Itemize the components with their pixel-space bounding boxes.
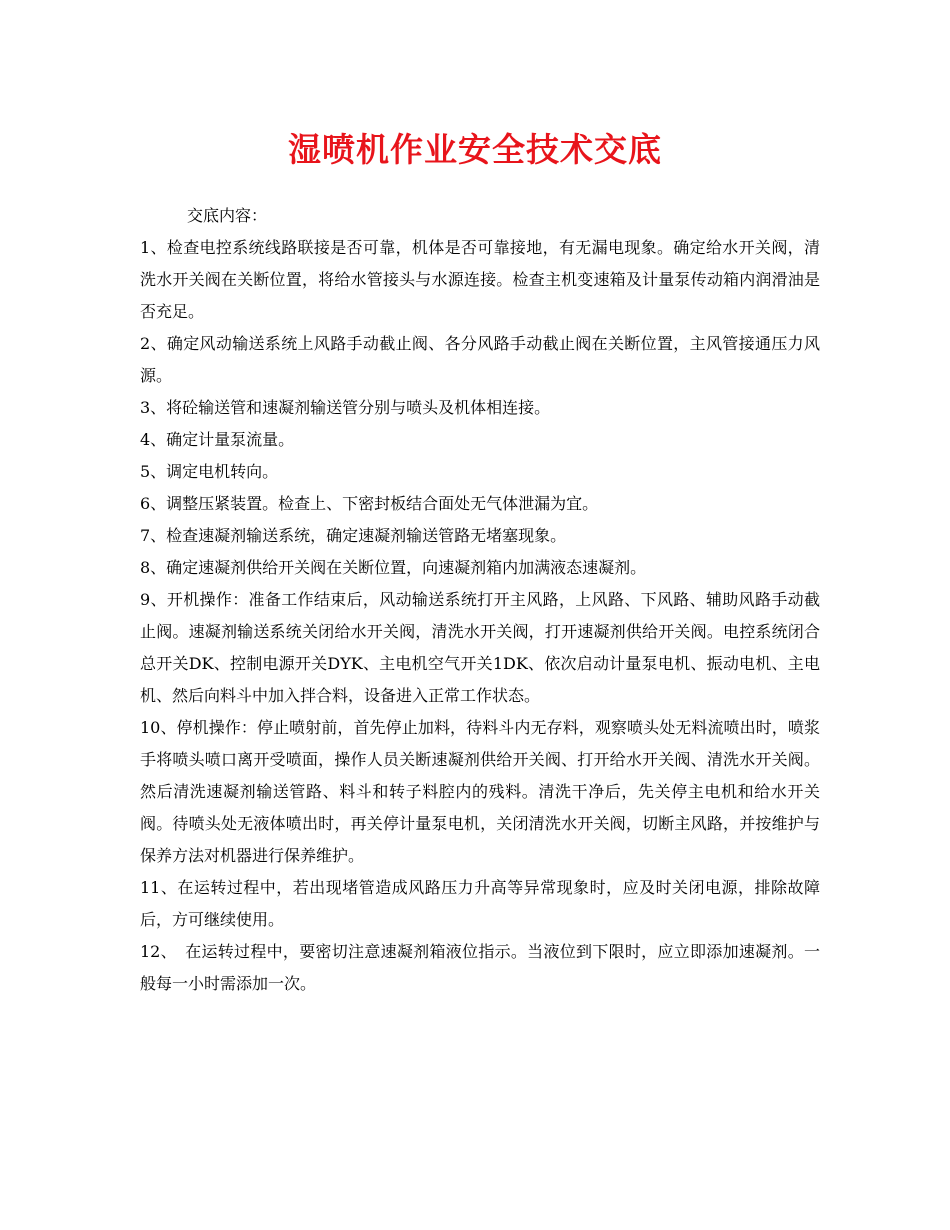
intro-label: 交底内容： [187, 206, 268, 225]
list-item: 6、调整压紧装置。检查上、下密封板结合面处无气体泄漏为宜。 [140, 494, 599, 513]
list-item: 11、在运转过程中，若出现堵管造成风路压力升高等异常现象时，应及时关闭电源，排除故障后，方可继续使用。 [140, 878, 820, 929]
list-item: 12、 在运转过程中，要密切注意速凝剂箱液位指示。当液位到下限时，应立即添加速凝剂。一般每一小时需添加一次。 [140, 942, 820, 993]
list-item: 3、将砼输送管和速凝剂输送管分别与喷头及机体相连接。 [140, 398, 551, 417]
list-item: 2、确定风动输送系统上风路手动截止阀、各分风路手动截止阀在关断位置，主风管接通压力风源。 [140, 334, 820, 385]
list-item: 9、开机操作：准备工作结束后，风动输送系统打开主风路，上风路、下风路、辅助风路手动截止阀。速凝剂输送系统关闭给水开关阀，清洗水开关阀，打开速凝剂供给开关阀。电控系统闭合总开关DK、控制电源开关DYK、主电机空气开关1DK、依次启动计量泵电机、振动电机、主电机、然后向料斗中加入拌合料，设备进入正常工作状态。 [140, 590, 820, 705]
list-item: 10、停机操作：停止喷射前，首先停止加料，待料斗内无存料，观察喷头处无料流喷出时，喷浆手将喷头喷口离开受喷面，操作人员关断速凝剂供给开关阀、打开给水开关阀、清洗水开关阀。然后清洗速凝剂输送管路、料斗和转子料腔内的残料。清洗干净后，先关停主电机和给水开关阀。待喷头处无液体喷出时，再关停计量泵电机，关闭清洗水开关阀，切断主风路，并按维护与保养方法对机器进行保养维护。 [140, 718, 820, 865]
list-item: 7、检查速凝剂输送系统，确定速凝剂输送管路无堵塞现象。 [140, 526, 567, 545]
list-item: 4、确定计量泵流量。 [140, 430, 295, 449]
document-body [140, 200, 820, 1000]
document-title: 湿喷机作业安全技术交底 [288, 130, 662, 169]
list-item: 8、确定速凝剂供给开关阀在关断位置，向速凝剂箱内加满液态速凝剂。 [140, 558, 647, 577]
list-item: 5、调定电机转向。 [140, 462, 279, 481]
list-item: 1、检查电控系统线路联接是否可靠，机体是否可靠接地，有无漏电现象。确定给水开关阀，清洗水开关阀在关断位置，将给水管接头与水源连接。检查主机变速箱及计量泵传动箱内润滑油是否充足。 [140, 238, 820, 321]
